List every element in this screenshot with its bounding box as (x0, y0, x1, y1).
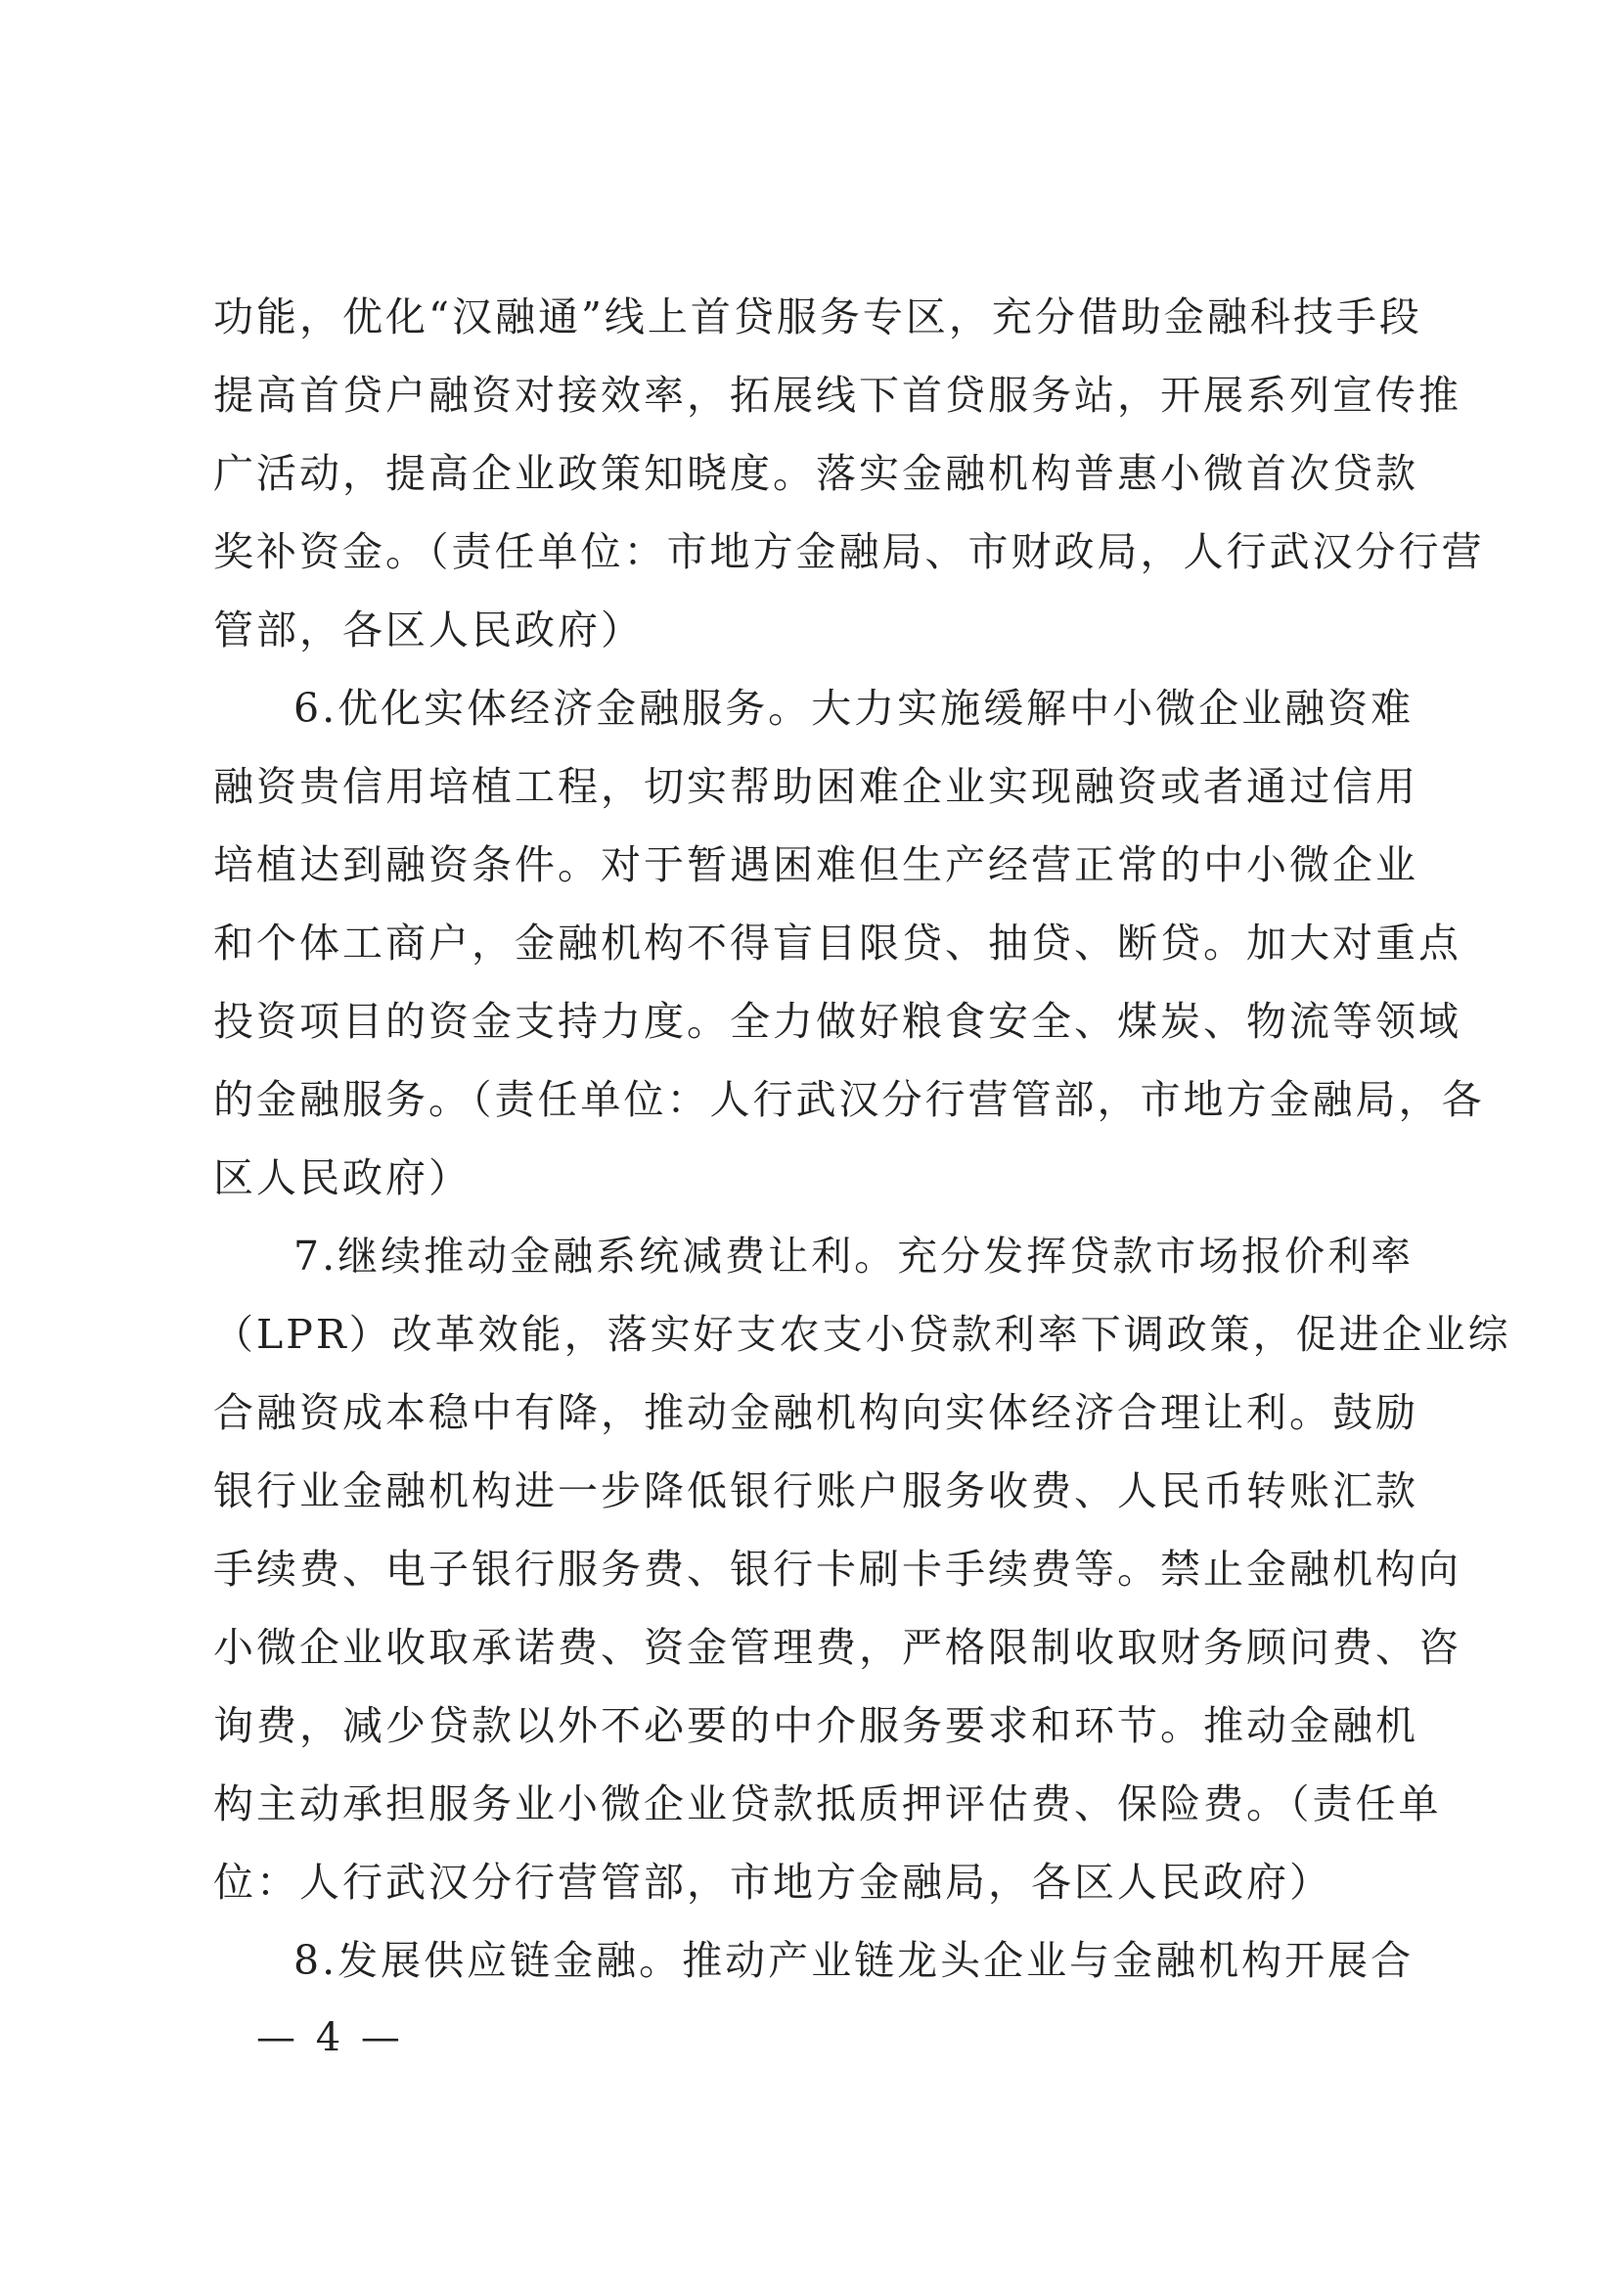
text-line: 的金融服务。（责任单位：人行武汉分行营管部，市地方金融局，各 (213, 1076, 1485, 1123)
text-line: 位：人行武汉分行营管部，市地方金融局，各区人民政府） (213, 1859, 1332, 1906)
page-number: — 4 — (256, 2015, 404, 2060)
text-line: 管部，各区人民政府） (213, 607, 644, 653)
text-line: 合融资成本稳中有降，推动金融机构向实体经济合理让利。鼓励 (213, 1389, 1418, 1436)
text-line: 奖补资金。（责任单位：市地方金融局、市财政局，人行武汉分行营 (213, 528, 1485, 575)
item-8-heading-line: 8.发展供应链金融。推动产业链龙头企业与金融机构开展合 (293, 1937, 1415, 1984)
text-line: 构主动承担服务业小微企业贷款抵质押评估费、保险费。（责任单 (213, 1780, 1442, 1827)
text-line: 培植达到融资条件。对于暂遇困难但生产经营正常的中小微企业 (213, 841, 1418, 888)
item-7-heading-line: 7.继续推动金融系统减费让利。充分发挥贷款市场报价利率 (293, 1233, 1415, 1280)
item-6-heading-line: 6.优化实体经济金融服务。大力实施缓解中小微企业融资难 (293, 685, 1415, 732)
text-line: 银行业金融机构进一步降低银行账户服务收费、人民币转账汇款 (213, 1467, 1418, 1514)
text-line: 区人民政府） (213, 1154, 472, 1201)
text-line: 融资贵信用培植工程，切实帮助困难企业实现融资或者通过信用 (213, 763, 1418, 810)
text-line: 功能，优化“汉融通”线上首贷服务专区，充分借助金融科技手段 (213, 293, 1422, 340)
text-line: 小微企业收取承诺费、资金管理费，严格限制收取财务顾问费、咨 (213, 1624, 1461, 1671)
text-line: 手续费、电子银行服务费、银行卡刷卡手续费等。禁止金融机构向 (213, 1546, 1461, 1593)
text-line: 和个体工商户，金融机构不得盲目限贷、抽贷、断贷。加大对重点 (213, 920, 1461, 967)
text-line: 询费，减少贷款以外不必要的中介服务要求和环节。推动金融机 (213, 1702, 1418, 1749)
text-line: 广活动，提高企业政策知晓度。落实金融机构普惠小微首次贷款 (213, 450, 1418, 497)
text-line: 投资项目的资金支持力度。全力做好粮食安全、煤炭、物流等领域 (213, 998, 1461, 1045)
body-text (213, 278, 1511, 2000)
text-line: 提高首贷户融资对接效率，拓展线下首贷服务站，开展系列宣传推 (213, 372, 1461, 419)
text-line: （LPR）改革效能，落实好支农支小贷款利率下调政策，促进企业综 (213, 1311, 1511, 1358)
